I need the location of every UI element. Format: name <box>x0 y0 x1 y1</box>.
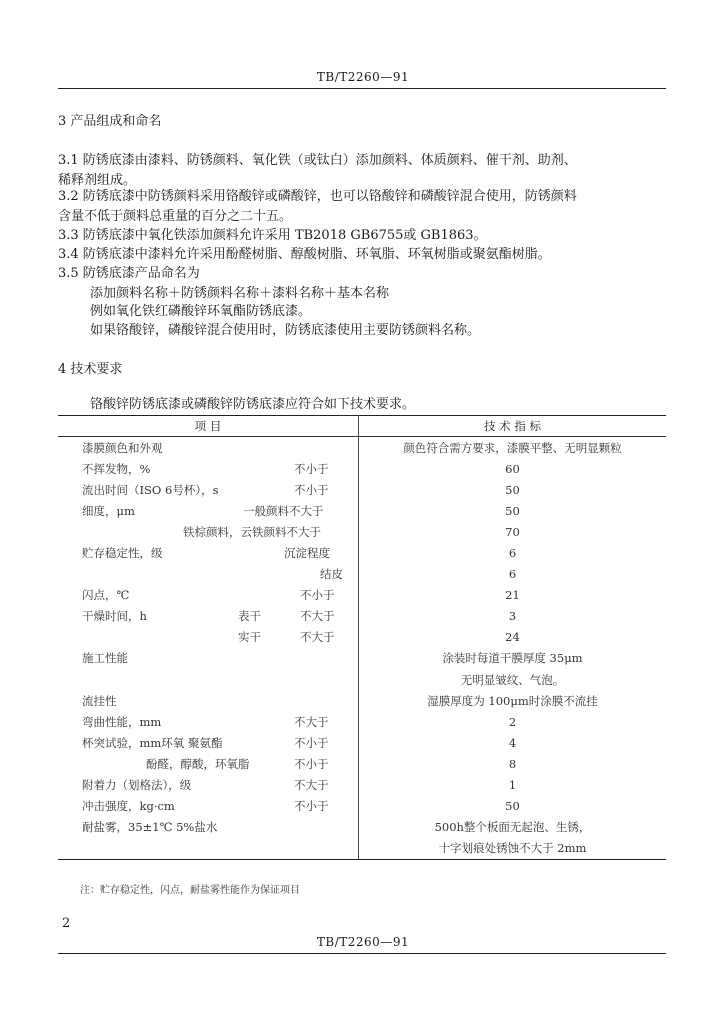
spec-value: 70 <box>505 524 520 539</box>
page-header: TB/T2260—91 <box>316 70 410 84</box>
table-row <box>58 479 666 500</box>
item-sub: 表干 <box>238 609 261 624</box>
item-label: 贮存稳定性，级 <box>82 546 163 561</box>
table-row <box>58 606 666 627</box>
table-row <box>58 753 666 774</box>
item-label: 干燥时间，h <box>82 609 147 624</box>
clause-3-2-line1: 3.2 防锈底漆中防锈颜料采用铬酸锌或磷酸锌，也可以铬酸锌和磷酸锌混合使用，防锈颜料 <box>58 189 577 204</box>
spec-value: 2 <box>508 714 517 729</box>
clause-3-1-line1: 3.1 防锈底漆由漆料、防锈颜料、氧化铁（或钛白）添加颜料、体质颜料、催干剂、助剂、 <box>58 153 577 168</box>
footer-rule <box>58 953 666 954</box>
clause-3-4: 3.4 防锈底漆中漆料允许采用酚醛树脂、醇酸树脂、环氧脂、环氧树脂或聚氨酯树脂。 <box>58 247 551 262</box>
clause-3-2-line2: 含量不低于颜料总重量的百分之二十五。 <box>58 209 293 224</box>
spec-value: 十字划痕处锈蚀不大于 2mm <box>359 838 667 860</box>
item-sub: 实干 <box>238 630 261 645</box>
spec-value: 6 <box>508 567 517 582</box>
item-limit: 不大于 <box>300 609 335 624</box>
spec-value: 4 <box>508 735 517 750</box>
table-row <box>58 437 666 459</box>
item-label: 施工性能 <box>82 651 128 666</box>
table-row <box>58 669 666 690</box>
section-4-title: 4 技术要求 <box>58 362 123 377</box>
table-row <box>58 585 666 606</box>
section-3-title: 3 产品组成和命名 <box>58 114 162 129</box>
table-header-row <box>58 416 666 437</box>
table-row <box>58 817 666 838</box>
table-row <box>58 458 666 479</box>
table-row <box>58 775 666 796</box>
header-item: 项 目 <box>58 416 359 437</box>
spec-value: 6 <box>508 546 517 561</box>
naming-formula: 添加颜料名称＋防锈颜料名称＋漆料名称＋基本名称 <box>90 286 390 301</box>
spec-value: 500h整个板面无起泡、生锈， <box>434 820 591 835</box>
item-limit: 不小于 <box>294 735 329 750</box>
table-row <box>58 564 666 585</box>
item-label: 不挥发物，% <box>82 461 151 476</box>
item-label: 耐盐雾，35±1℃ 5%盐水 <box>82 820 218 835</box>
clause-3-3: 3.3 防锈底漆中氧化铁添加颜料允许采用 TB2018 GB6755或 GB1863。 <box>58 228 487 243</box>
spec-value: 24 <box>505 630 520 645</box>
table-row <box>58 838 666 860</box>
item-limit: 不小于 <box>294 482 329 497</box>
naming-note: 如果铬酸锌，磷酸锌混合使用时，防锈底漆使用主要防锈颜料名称。 <box>90 323 481 338</box>
spec-value: 50 <box>505 799 520 814</box>
item-limit: 不大于 <box>294 778 329 793</box>
table-row <box>58 711 666 732</box>
spec-value: 50 <box>505 482 520 497</box>
spec-value: 21 <box>505 588 520 603</box>
item-label: 细度，μm <box>82 503 135 518</box>
item-limit: 不大于 <box>300 630 335 645</box>
spec-value: 涂装时每道干膜厚度 35μm <box>442 651 583 666</box>
table-row <box>58 627 666 648</box>
item-limit: 不小于 <box>294 756 329 771</box>
spec-value: 颜色符合需方要求，漆膜平整、无明显颗粒 <box>403 440 622 455</box>
table-row <box>58 542 666 563</box>
spec-value: 50 <box>505 503 520 518</box>
item-sub: 沉淀程度 <box>284 546 330 561</box>
item-label: 冲击强度，kg·cm <box>82 799 175 814</box>
item-sub: 铁棕颜料，云铁颜料不大于 <box>183 524 321 539</box>
spec-value: 8 <box>508 756 517 771</box>
clause-3-1-line2: 稀释剂组成。 <box>58 173 137 188</box>
spec-value: 3 <box>508 609 517 624</box>
table-row <box>58 690 666 711</box>
table-row <box>58 648 666 669</box>
table-row <box>58 500 666 521</box>
item-sub: 酚醛，醇酸，环氧脂 <box>146 756 250 771</box>
item-limit: 不小于 <box>294 461 329 476</box>
page-footer: TB/T2260—91 <box>316 935 410 949</box>
naming-example: 例如氧化铁红磷酸锌环氧酯防锈底漆。 <box>90 304 312 319</box>
item-limit: 不大于 <box>294 714 329 729</box>
spec-value: 1 <box>508 778 517 793</box>
item-label: 流出时间（ISO 6号杯），s <box>82 482 219 497</box>
section-4-intro: 铬酸锌防锈底漆或磷酸锌防锈底漆应符合如下技术要求。 <box>90 397 416 412</box>
item-label: 附着力（划格法），级 <box>82 778 192 793</box>
table-row <box>58 521 666 542</box>
spec-value: 无明显皱纹、气泡。 <box>460 672 565 687</box>
item-label: 闪点，℃ <box>82 588 130 603</box>
item-label: 杯突试验，mm环氧 聚氨酯 <box>82 735 223 750</box>
technical-requirements-table <box>58 415 666 860</box>
table-note: 注：贮存稳定性，闪点，耐盐雾性能作为保证项目 <box>80 885 300 896</box>
spec-value: 60 <box>505 461 520 476</box>
table-row <box>58 796 666 817</box>
item-label: 漆膜颜色和外观 <box>82 440 163 455</box>
item-sub: 一般颜料不大于 <box>243 503 324 518</box>
item-label: 弯曲性能，mm <box>82 714 162 729</box>
item-limit: 不小于 <box>300 588 335 603</box>
header-rule <box>58 88 666 89</box>
header-spec: 技 术 指 标 <box>359 416 667 437</box>
item-label: 流挂性 <box>82 693 117 708</box>
page-number: 2 <box>62 916 71 931</box>
item-sub: 结皮 <box>320 567 343 582</box>
item-limit: 不小于 <box>294 799 329 814</box>
spec-value: 湿膜厚度为 100μm时涂膜不流挂 <box>427 693 598 708</box>
table-row <box>58 732 666 753</box>
clause-3-5: 3.5 防锈底漆产品命名为 <box>58 266 200 281</box>
